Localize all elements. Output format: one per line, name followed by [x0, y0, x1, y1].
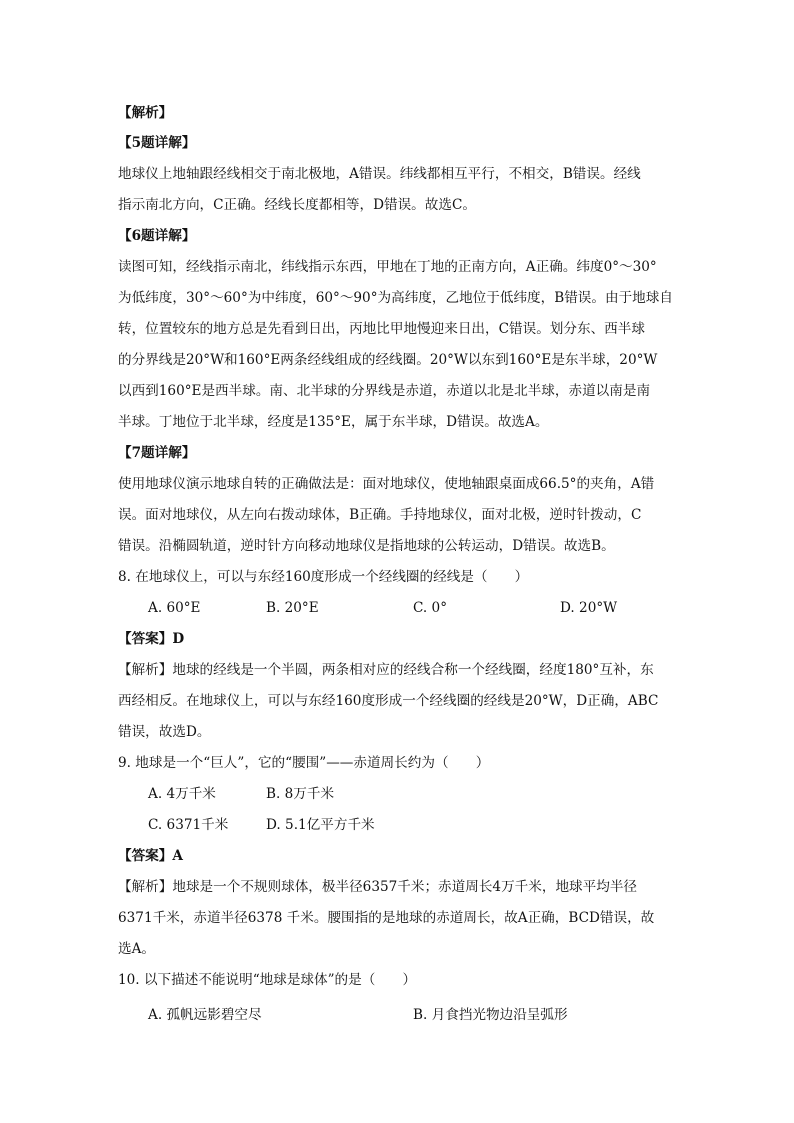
q8-answer: 【答案】D: [118, 631, 185, 647]
q5-detail-heading: 【5题详解】: [118, 135, 196, 151]
question-9: 9. 地球是一个“巨人”，它的“腰围”——赤道周长约为（ ）: [118, 755, 490, 771]
q5-text-line-2: 指示南北方向，C正确。经线长度都相等，D错误。故选C。: [118, 197, 476, 213]
q9-option-c: C. 6371千米: [148, 817, 229, 833]
q9-analysis-line-2: 6371千米，赤道半径6378 千米。腰围指的是地球的赤道周长，故A正确，BCD错误，故: [118, 910, 655, 926]
q8-option-b: B. 20°E: [266, 600, 319, 616]
q9-option-a: A. 4万千米: [148, 786, 216, 802]
q7-text-line-2: 误。面对地球仪，从左向右拨动球体，B正确。手持地球仪，面对北极，逆时针拨动，C: [118, 507, 642, 523]
q7-detail-heading: 【7题详解】: [118, 445, 196, 461]
q8-option-a: A. 60°E: [148, 600, 201, 616]
q9-analysis-line-3: 选A。: [118, 941, 156, 957]
q6-text-line-3: 转，位置较东的地方总是先看到日出，丙地比甲地慢迎来日出，C错误。划分东、西半球: [118, 321, 645, 337]
q6-detail-heading: 【6题详解】: [118, 228, 196, 244]
q6-text-line-2: 为低纬度，30°～60°为中纬度，60°～90°为高纬度，乙地位于低纬度，B错误。由于地球自: [118, 290, 673, 306]
question-8: 8. 在地球仪上，可以与东经160度形成一个经线圈的经线是（ ）: [118, 569, 529, 585]
q6-text-line-5: 以西到160°E是西半球。南、北半球的分界线是赤道，赤道以北是北半球，赤道以南是南: [118, 383, 651, 399]
q9-option-b: B. 8万千米: [266, 786, 335, 802]
q8-analysis-line-2: 西经相反。在地球仪上，可以与东经160度形成一个经线圈的经线是20°W，D正确，ABC: [118, 693, 659, 709]
question-10: 10. 以下描述不能说明“地球是球体”的是（ ）: [118, 972, 417, 988]
q10-option-a: A. 孤帆远影碧空尽: [148, 1007, 262, 1023]
q10-option-b: B. 月食挡光物边沿呈弧形: [413, 1007, 568, 1023]
q7-text-line-1: 使用地球仪演示地球自转的正确做法是：面对地球仪，使地轴跟桌面成66.5°的夹角，A错: [118, 476, 655, 492]
q8-analysis-line-1: 【解析】地球的经线是一个半圆，两条相对应的经线合称一个经线圈，经度180°互补，东: [118, 662, 654, 678]
q9-option-d: D. 5.1亿平方千米: [266, 817, 375, 833]
q9-analysis-line-1: 【解析】地球是一个不规则球体，极半径6357千米；赤道周长4万千米，地球平均半径: [118, 879, 638, 895]
q5-text-line-1: 地球仪上地轴跟经线相交于南北极地，A错误。纬线都相互平行，不相交，B错误。经线: [118, 166, 641, 182]
q8-option-d: D. 20°W: [560, 600, 618, 616]
q6-text-line-4: 的分界线是20°W和160°E两条经线组成的经线圈。20°W以东到160°E是东半球，20°W: [118, 352, 658, 368]
q8-option-c: C. 0°: [413, 600, 448, 616]
q6-text-line-1: 读图可知，经线指示南北，纬线指示东西，甲地在丁地的正南方向，A正确。纬度0°～30°: [118, 259, 657, 275]
q7-text-line-3: 错误。沿椭圆轨道，逆时针方向移动地球仪是指地球的公转运动，D错误。故选B。: [118, 538, 615, 554]
q6-text-line-6: 半球。丁地位于北半球，经度是135°E，属于东半球，D错误。故选A。: [118, 414, 549, 430]
q9-answer: 【答案】A: [118, 848, 183, 864]
q8-analysis-line-3: 错误，故选D。: [118, 724, 211, 740]
analysis-heading: 【解析】: [118, 105, 173, 121]
